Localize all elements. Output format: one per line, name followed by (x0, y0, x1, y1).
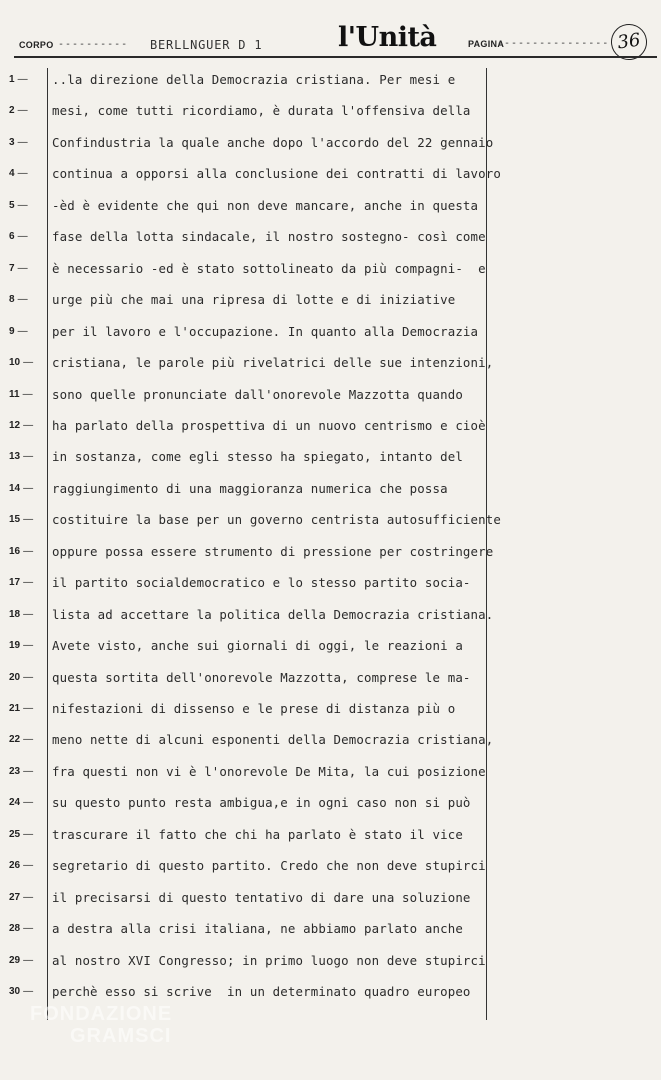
typed-line (0, 543, 661, 577)
line-number-dash: — (23, 357, 34, 369)
line-number: 2 (9, 105, 15, 117)
line-number-wrap (9, 294, 43, 305)
line-number: 30 (9, 986, 21, 998)
corpo-field: ---------- (58, 39, 129, 50)
pagina-label: PAGINA (468, 39, 505, 49)
typed-reference: BERLLNGUER D 1 (150, 38, 263, 52)
line-number: 6 (9, 231, 15, 243)
line-number: 16 (9, 545, 21, 557)
line-number: 27 (9, 891, 21, 903)
line-number-wrap (9, 829, 43, 840)
typed-line (0, 703, 661, 734)
watermark-line-1: FONDAZIONE (30, 1003, 173, 1025)
watermark-line-2: GRAMSCI (70, 1025, 172, 1047)
line-number-wrap (9, 986, 43, 997)
line-text: cristiana, le parole più rivelatrici delle sue intenzioni, (52, 355, 494, 371)
typed-line (0, 889, 661, 923)
typed-line (0, 260, 661, 294)
typed-line (0, 386, 661, 420)
line-text: trascurare il fatto che chi ha parlato è stato il vice (52, 826, 463, 842)
line-number-dash: — (17, 105, 28, 117)
line-text: fase della lotta sindacale, il nostro sostegno- così come (52, 229, 486, 245)
typed-line (0, 734, 661, 765)
archive-watermark (30, 1003, 172, 1047)
pagina-field: ---------------- (497, 38, 610, 49)
line-number: 3 (9, 136, 15, 148)
line-number-dash: — (17, 294, 28, 306)
line-text: lista ad accettare la politica della Democrazia cristiana. (52, 606, 494, 622)
line-number-wrap (9, 137, 43, 148)
line-number-wrap (9, 231, 43, 242)
typed-line (0, 606, 661, 640)
line-text: sono quelle pronunciate dall'onorevole Mazzotta quando (52, 386, 463, 402)
line-number-dash: — (23, 860, 34, 872)
line-number-wrap (9, 577, 43, 588)
line-text: per il lavoro e l'occupazione. In quanto alla Democrazia (52, 323, 479, 339)
line-number-wrap (9, 703, 43, 714)
line-number: 14 (9, 482, 21, 494)
typed-line (0, 860, 661, 891)
line-number-dash: — (23, 608, 34, 620)
line-number-dash: — (23, 514, 34, 526)
typed-line (0, 826, 661, 860)
typed-line (0, 134, 661, 168)
line-number: 11 (9, 388, 20, 400)
line-number-wrap (9, 105, 43, 116)
line-number-dash: — (17, 231, 28, 243)
line-number-wrap (9, 451, 43, 462)
typed-line (0, 168, 661, 199)
line-number: 26 (9, 860, 21, 872)
line-number: 4 (9, 168, 15, 180)
line-number: 5 (9, 199, 15, 211)
line-number-wrap (9, 860, 43, 871)
line-number-dash: — (17, 74, 28, 85)
typed-line (0, 197, 661, 231)
corpo-label: CORPO (19, 40, 54, 50)
line-number: 19 (9, 640, 21, 652)
line-number-wrap (9, 797, 43, 808)
line-number-dash: — (23, 545, 34, 557)
line-number-dash: — (23, 797, 34, 809)
typed-line (0, 923, 661, 954)
line-number-wrap (9, 546, 43, 557)
line-number-dash: — (23, 451, 34, 463)
line-text: ..la direzione della Democrazia cristiana. Per mesi e (52, 72, 456, 87)
line-number-dash: — (23, 482, 34, 494)
line-number-wrap (9, 483, 43, 494)
line-number-dash: — (23, 671, 34, 683)
typed-line (0, 74, 661, 105)
line-number: 20 (9, 671, 21, 683)
line-text: meno nette di alcuni esponenti della Democrazia cristiana, (52, 732, 494, 748)
typed-line (0, 514, 661, 545)
line-number-wrap (9, 734, 43, 745)
line-number-dash: — (17, 168, 28, 180)
line-text: oppure possa essere strumento di pressione per costringere (52, 543, 494, 559)
line-text: a destra alla crisi italiana, ne abbiamo parlato anche (52, 921, 463, 937)
line-number-dash: — (22, 388, 33, 400)
line-number: 24 (9, 797, 21, 809)
line-number: 18 (9, 608, 21, 620)
line-text: su questo punto resta ambigua,e in ogni caso non si può (52, 795, 471, 811)
line-text: in sostanza, come egli stesso ha spiegato, intanto del (52, 449, 463, 465)
line-number-dash: — (23, 765, 34, 777)
line-number-wrap (9, 326, 43, 337)
line-text: perchè esso si scrive in un determinato quadro europeo (52, 984, 471, 1000)
line-text: urge più che mai una ripresa di lotte e di iniziative (52, 292, 456, 308)
line-number-dash: — (23, 734, 34, 746)
line-number: 15 (9, 514, 21, 526)
line-number-dash: — (23, 986, 34, 998)
line-text: continua a opporsi alla conclusione dei contratti di lavoro (52, 166, 501, 182)
line-number-wrap (9, 892, 43, 903)
line-text: nifestazioni di dissenso e le prese di distanza più o (52, 701, 456, 716)
line-number-dash: — (17, 136, 28, 148)
line-number: 23 (9, 765, 21, 777)
line-text: Avete visto, anche sui giornali di oggi, le reazioni a (52, 638, 463, 654)
line-number: 17 (9, 577, 21, 589)
line-text: è necessario -ed è stato sottolineato da più compagni- e (52, 260, 486, 276)
line-text: il partito socialdemocratico e lo stesso partito socia- (52, 575, 471, 591)
line-number: 8 (9, 294, 15, 306)
line-number: 28 (9, 923, 21, 935)
typed-line (0, 294, 661, 325)
line-number: 9 (9, 325, 15, 337)
page-number-circled: 36 (609, 22, 650, 63)
line-number-wrap (9, 514, 43, 525)
line-number: 12 (9, 419, 21, 431)
typed-line (0, 797, 661, 828)
line-number-wrap (9, 389, 43, 400)
typed-line (0, 763, 661, 797)
line-number: 10 (9, 357, 21, 369)
line-number-dash: — (23, 891, 34, 903)
line-number: 22 (9, 734, 21, 746)
typed-line (0, 480, 661, 514)
typed-line (0, 640, 661, 671)
line-number-dash: — (23, 577, 34, 589)
typed-line (0, 323, 661, 357)
line-number-wrap (9, 672, 43, 683)
typed-line (0, 577, 661, 608)
line-number-wrap (9, 74, 43, 85)
line-number-wrap (9, 923, 43, 934)
line-number-wrap (9, 263, 43, 274)
typed-line (0, 357, 661, 388)
header-rule (14, 56, 657, 58)
typed-line (0, 105, 661, 136)
typed-line (0, 417, 661, 451)
line-number: 13 (9, 451, 21, 463)
line-number-wrap (9, 955, 43, 966)
line-number-dash: — (23, 828, 34, 840)
line-number: 25 (9, 828, 21, 840)
line-text: raggiungimento di una maggioranza numerica che possa (52, 480, 448, 496)
line-number-dash: — (23, 419, 34, 431)
line-text: il precisarsi di questo tentativo di dare una soluzione (52, 889, 471, 905)
line-number-wrap (9, 200, 43, 211)
line-text: Confindustria la quale anche dopo l'accordo del 22 gennaio (52, 134, 494, 150)
line-number-wrap (9, 168, 43, 179)
line-text: mesi, come tutti ricordiamo, è durata l'offensiva della (52, 103, 471, 119)
line-number-dash: — (17, 199, 28, 211)
line-number-dash: — (17, 262, 28, 274)
line-number: 7 (9, 262, 15, 274)
page-header (0, 20, 661, 60)
line-number-wrap (9, 766, 43, 777)
line-number: 1 (9, 74, 15, 85)
typed-line (0, 669, 661, 703)
line-number-dash: — (17, 325, 28, 337)
typed-line (0, 451, 661, 482)
line-text: questa sortita dell'onorevole Mazzotta, comprese le ma- (52, 669, 471, 685)
typed-line (0, 952, 661, 986)
line-text: -èd è evidente che qui non deve mancare, anche in questa (52, 197, 479, 213)
line-text: al nostro XVI Congresso; in primo luogo non deve stupirci (52, 952, 486, 968)
typed-line (0, 231, 661, 262)
line-text: segretario di questo partito. Credo che non deve stupirci (52, 858, 486, 874)
line-number-dash: — (23, 923, 34, 935)
line-number-wrap (9, 420, 43, 431)
line-text: ha parlato della prospettiva di un nuovo centrismo e cioè (52, 417, 486, 433)
line-number-dash: — (23, 954, 34, 966)
line-text: fra questi non vi è l'onorevole De Mita, la cui posizione (52, 763, 486, 779)
line-number: 29 (9, 954, 21, 966)
line-number: 21 (9, 703, 21, 714)
line-number-wrap (9, 609, 43, 620)
line-text: costituire la base per un governo centrista autosufficiente (52, 512, 501, 528)
line-number-dash: — (23, 640, 34, 652)
line-number-dash: — (23, 703, 34, 714)
line-number-wrap (9, 640, 43, 651)
newspaper-masthead: l'Unità (338, 22, 437, 53)
line-number-wrap (9, 357, 43, 368)
